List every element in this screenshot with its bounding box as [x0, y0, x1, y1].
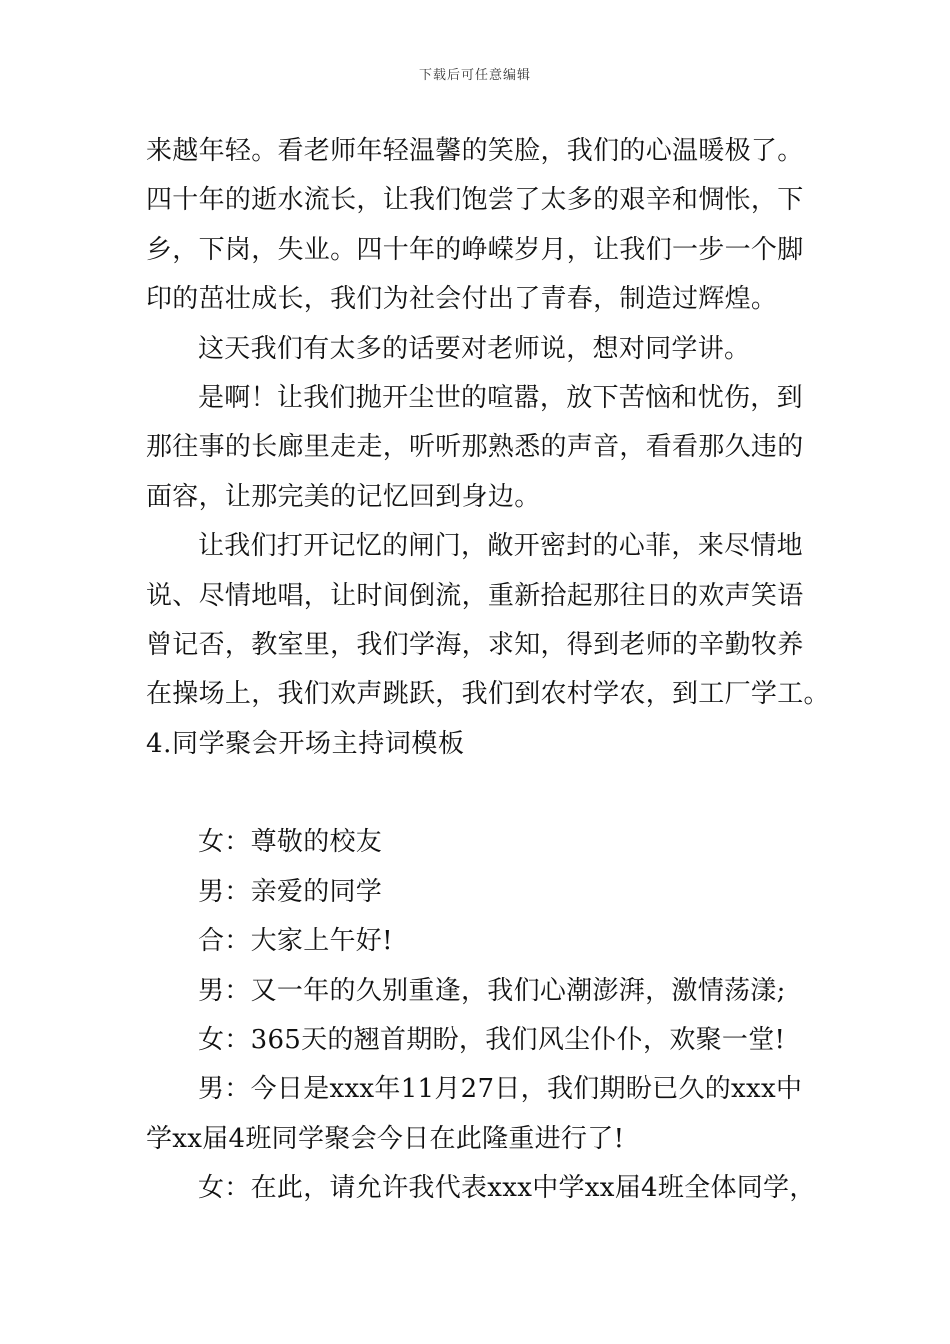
- dialogue-line: 男：今日是xxx年11月27日，我们期盼已久的xxx中: [198, 1074, 803, 1105]
- paragraph-line: 印的茁壮成长，我们为社会付出了青春，制造过辉煌。: [146, 284, 778, 315]
- dialogue-line: 合：大家上午好!: [198, 926, 393, 957]
- dialogue-line: 女：尊敬的校友: [198, 827, 383, 858]
- paragraph-line: 是啊！让我们抛开尘世的喧嚣，放下苦恼和忧伤，到: [198, 382, 803, 413]
- dialogue-line: 女：在此，请允许我代表xxx中学xx届4班全体同学，: [198, 1173, 816, 1204]
- dialogue-line: 女：365天的翘首期盼，我们风尘仆仆，欢聚一堂!: [198, 1025, 786, 1056]
- blank-spacer: [146, 769, 816, 818]
- dialogue-line: 男：又一年的久别重逢，我们心潮澎湃，激情荡漾;: [198, 975, 786, 1006]
- document-body: [146, 127, 830, 1214]
- dialogue-line: 男：亲爱的同学: [198, 876, 383, 907]
- paragraph-line: 那往事的长廊里走走，听听那熟悉的声音，看看那久违的: [146, 432, 804, 463]
- paragraph-line: 曾记否，教室里，我们学海，求知，得到老师的辛勤牧养: [146, 629, 804, 660]
- paragraph-line: 说、尽情地唱，让时间倒流，重新拾起那往日的欢声笑语: [146, 580, 804, 611]
- paragraph-line: 让我们打开记忆的闸门，敞开密封的心菲，来尽情地: [198, 531, 803, 562]
- paragraph-line: 面容，让那完美的记忆回到身边。: [146, 481, 541, 512]
- paragraph-line: 在操场上，我们欢声跳跃，我们到农村学农，到工厂学工。: [146, 679, 830, 710]
- paragraph-line: 四十年的逝水流长，让我们饱尝了太多的艰辛和惆怅，下: [146, 185, 804, 216]
- paragraph-line: 来越年轻。看老师年轻温馨的笑脸，我们的心温暖极了。: [146, 136, 804, 166]
- section-heading: 4.同学聚会开场主持词模板: [146, 728, 465, 759]
- dialogue-line: 学xx届4班同学聚会今日在此隆重进行了!: [146, 1123, 625, 1154]
- page-header: 下载后可任意编辑: [418, 68, 531, 83]
- paragraph-line: 乡，下岗，失业。四十年的峥嵘岁月，让我们一步一个脚: [146, 234, 804, 265]
- paragraph-line: 这天我们有太多的话要对老师说，想对同学讲。: [198, 333, 751, 364]
